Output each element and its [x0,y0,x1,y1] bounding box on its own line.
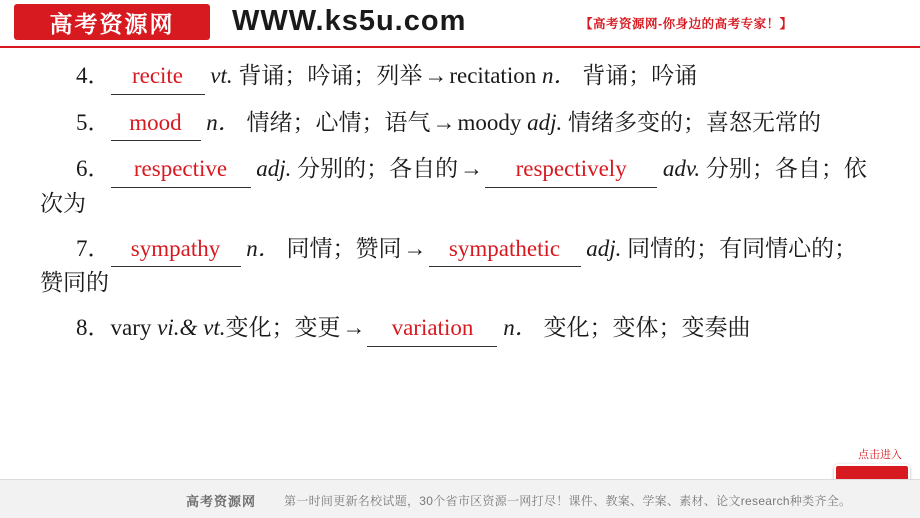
arrow-symbol: → [342,314,366,340]
header-tagline: 【高考资源网-你身边的高考专家！】 [580,17,793,31]
answer-blank-respectively[interactable]: respectively [485,153,657,188]
entry-meaning: 情绪；心情；语气 [246,109,431,135]
answer-blank-respective[interactable]: respective [111,153,251,188]
arrow-symbol: → [424,63,448,88]
part-of-speech: n． [206,109,241,135]
entry-meaning: 变化；变更 [225,314,341,340]
derived-word: recitation [449,63,537,88]
arrow-symbol: → [403,235,427,261]
entry-word: vary [110,314,152,340]
derived-meaning: 背诵；吟诵 [582,63,698,88]
vocab-entry-7 [40,233,880,300]
derived-part-of-speech: n． [541,63,577,88]
derived-word: moody [457,109,522,135]
derived-part-of-speech: adj. [586,235,622,261]
footer-logo: 高考资源网 [186,494,257,509]
vocabulary-list [0,46,920,466]
answer-blank-sympathy[interactable]: sympathy [111,233,241,268]
answer-blank-recite[interactable]: recite [111,60,205,95]
arrow-symbol: → [432,109,456,135]
part-of-speech: vt. [210,63,233,88]
page-header [0,0,920,48]
part-of-speech: n． [246,235,281,261]
derived-part-of-speech: adv. [662,156,701,182]
site-logo: 高考资源网 [14,4,210,40]
part-of-speech: vi.& vt. [157,314,226,340]
entry-number: 8． [76,314,111,340]
entry-meaning: 同情；赞同 [286,235,402,261]
derived-meaning: 分别；各自；依次为 [40,156,867,216]
answer-blank-mood[interactable]: mood [111,107,201,142]
answer-blank-sympathetic[interactable]: sympathetic [429,233,581,268]
entry-meaning: 分别的；各自的 [297,156,459,182]
entry-number: 6． [76,156,111,182]
derived-meaning: 同情的；有同情心的；赞同的 [40,235,858,296]
vocab-entry-6 [40,153,880,220]
vocab-entry-5 [40,107,880,142]
derived-part-of-speech: adj. [527,109,563,135]
derived-meaning: 情绪多变的；喜怒无常的 [568,109,822,135]
answer-blank-variation[interactable]: variation [367,312,497,347]
derived-part-of-speech: n． [503,314,538,340]
part-of-speech: adj. [256,156,292,182]
derived-meaning: 变化；变体；变奏曲 [543,314,751,340]
answer-hint: 点击进入 [858,449,902,461]
vocab-entry-8 [40,312,880,347]
footer-slogan: 第一时间更新名校试题，30个省市区资源一网打尽！课件、教案、学案、素材、论文research种类齐全。 [284,494,852,508]
entry-number: 5． [76,109,111,135]
vocab-entry-4 [40,60,880,95]
entry-meaning: 背诵；吟诵；列举 [238,63,423,88]
site-url: WWW.ks5u.com [232,5,467,37]
entry-number: 4． [76,63,111,88]
entry-number: 7． [76,235,111,261]
arrow-symbol: → [460,156,484,182]
page-footer [0,479,920,518]
